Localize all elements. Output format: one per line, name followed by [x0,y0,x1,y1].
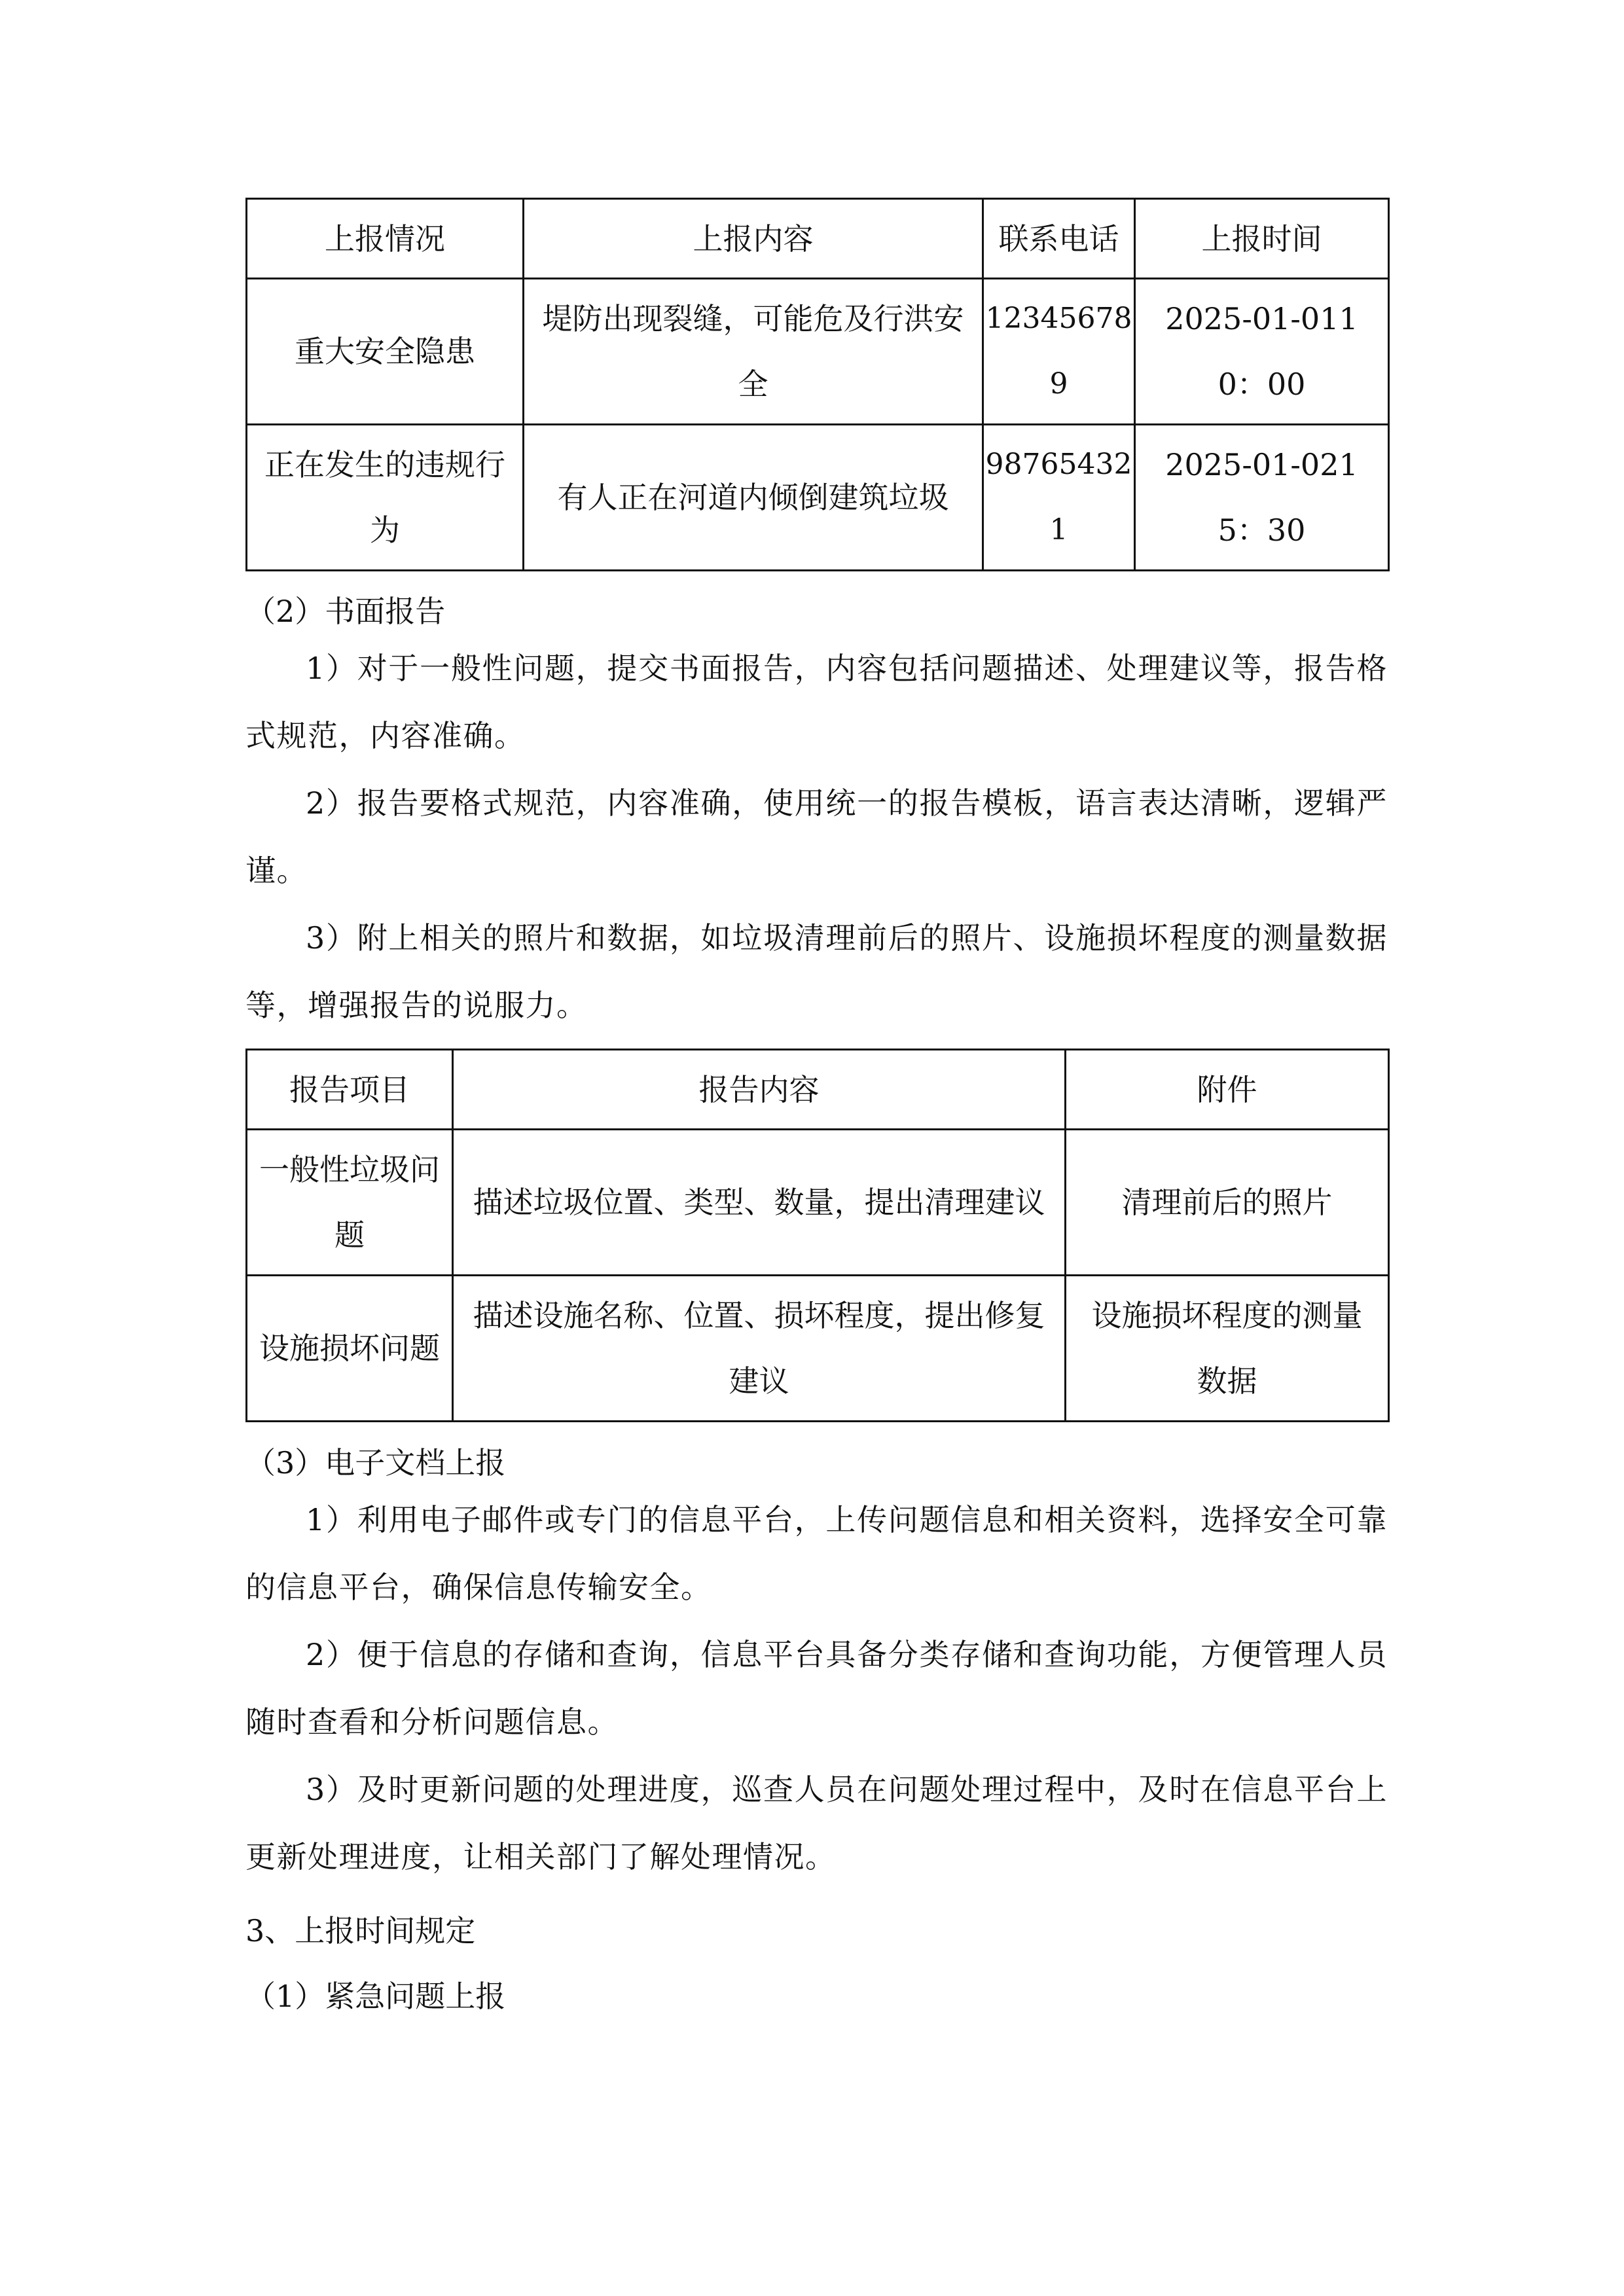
table-header-cell: 报告内容 [453,1050,1066,1130]
table-row [247,279,1389,425]
paragraph: 2）报告要格式规范，内容准确，使用统一的报告模板，语言表达清晰，逻辑严谨。 [245,785,1388,888]
table-cell: 清理前后的照片 [1066,1130,1389,1276]
table-header-row [247,1050,1389,1130]
table-cell: 描述设施名称、位置、损坏程度，提出修复建议 [453,1276,1066,1422]
paragraph: 3）及时更新问题的处理进度，巡查人员在问题处理过程中，及时在信息平台上更新处理进度，让相关部门了解处理情况。 [245,1772,1388,1874]
table-header-cell: 报告项目 [247,1050,453,1130]
table-header-cell: 附件 [1066,1050,1389,1130]
table-cell: 正在发生的违规行为 [247,425,524,571]
table-cell: 描述垃圾位置、类型、数量，提出清理建议 [453,1130,1066,1276]
table-header-row [247,199,1389,279]
table-cell: 堤防出现裂缝，可能危及行洪安全 [524,279,983,425]
paragraph: 1）利用电子邮件或专门的信息平台，上传问题信息和相关资料，选择安全可靠的信息平台，确保信息传输安全。 [245,1502,1388,1605]
table-cell: 123456789 [983,279,1135,425]
table-cell: 一般性垃圾问题 [247,1130,453,1276]
table-header-cell: 上报情况 [247,199,524,279]
table-cell: 设施损坏程度的测量数据 [1066,1276,1389,1422]
table-header-cell: 上报时间 [1135,199,1389,279]
paragraph: 2）便于信息的存储和查询，信息平台具备分类存储和查询功能，方便管理人员随时查看和分析问题信息。 [245,1637,1388,1740]
table-cell: 2025-01-0215：30 [1135,425,1389,571]
table-row [247,1130,1389,1276]
written-report-table [245,1049,1390,1422]
table-header-cell: 上报内容 [524,199,983,279]
table-row [247,1276,1389,1422]
report-situation-table [245,198,1390,571]
table-cell: 2025-01-0110：00 [1135,279,1389,425]
paragraph: 1）对于一般性问题，提交书面报告，内容包括问题描述、处理建议等，报告格式规范，内容准确。 [245,651,1388,753]
table-row [247,425,1389,571]
section-heading: 3、上报时间规定 [245,1913,476,1948]
section-heading: （2）书面报告 [245,594,446,629]
section-heading: （3）电子文档上报 [245,1445,506,1480]
subsection-heading: （1）紧急问题上报 [245,1979,506,2014]
table-header-cell: 联系电话 [983,199,1135,279]
table-cell: 987654321 [983,425,1135,571]
table-cell: 有人正在河道内倾倒建筑垃圾 [524,425,983,571]
table-cell: 设施损坏问题 [247,1276,453,1422]
table-cell: 重大安全隐患 [247,279,524,425]
paragraph: 3）附上相关的照片和数据，如垃圾清理前后的照片、设施损坏程度的测量数据等，增强报告的说服力。 [245,920,1388,1023]
